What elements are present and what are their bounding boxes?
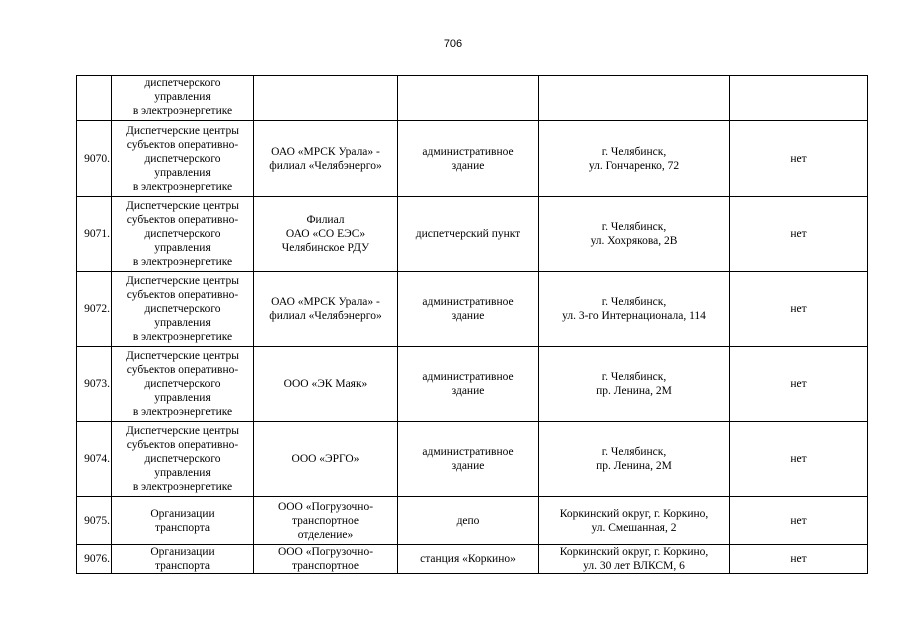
object-cell bbox=[398, 121, 539, 197]
cell-text-line: административное bbox=[422, 296, 514, 308]
cell-text-line: диспетчерского bbox=[144, 378, 221, 390]
cell-text-line: Коркинский округ, г. Коркино, bbox=[559, 507, 709, 520]
cell-text-line: ОАО «СО ЕЭС» bbox=[285, 228, 366, 240]
cell-text-line: в электроэнергетике bbox=[132, 180, 233, 193]
object-cell bbox=[398, 197, 539, 272]
cell-text-line: Коркинский округ, г. Коркино, bbox=[559, 546, 709, 558]
facility-type-cell bbox=[112, 422, 254, 497]
organization-cell bbox=[254, 272, 398, 347]
object-cell bbox=[398, 76, 539, 121]
cell-text-line: здание bbox=[451, 460, 485, 472]
cell-text-line: отделение» bbox=[297, 528, 354, 541]
address-cell bbox=[539, 545, 730, 574]
facility-type-cell bbox=[112, 545, 254, 574]
row-number-cell: 9072. bbox=[77, 272, 112, 347]
facility-type-cell bbox=[112, 121, 254, 197]
row-number-cell: 9075. bbox=[77, 497, 112, 545]
objects-table bbox=[76, 75, 868, 574]
cell-text-line: субъектов оперативно- bbox=[126, 214, 239, 226]
cell-text-line: ООО «Погрузочно- bbox=[277, 546, 374, 558]
cell-text-line: депо bbox=[456, 514, 480, 527]
cell-text-line: управления bbox=[154, 317, 211, 329]
address-cell bbox=[539, 76, 730, 121]
flag-cell: нет bbox=[730, 347, 868, 422]
cell-text-line: управления bbox=[154, 91, 211, 103]
cell-text-line: ул. 3-го Интернационала, 114 bbox=[562, 310, 706, 322]
cell-text-line: пр. Ленина, 2М bbox=[596, 460, 672, 472]
table-row bbox=[77, 545, 868, 574]
cell-text-line: г. Челябинск, bbox=[601, 221, 667, 233]
facility-type-cell bbox=[112, 272, 254, 347]
cell-text-line: диспетчерского bbox=[144, 453, 221, 465]
object-cell bbox=[398, 272, 539, 347]
cell-text-line: ООО «ЭК Маяк» bbox=[283, 378, 368, 390]
cell-text-line: филиал «Челябэнерго» bbox=[269, 310, 382, 322]
cell-text-line: Организации bbox=[150, 546, 215, 558]
row-number-cell: 9076. bbox=[77, 545, 112, 574]
cell-text-line: Диспетчерские центры bbox=[126, 124, 239, 137]
cell-text-line: в электроэнергетике bbox=[132, 331, 233, 343]
organization-cell bbox=[254, 422, 398, 497]
address-cell bbox=[539, 422, 730, 497]
cell-text-line: субъектов оперативно- bbox=[126, 364, 239, 376]
page-number: 706 bbox=[443, 38, 463, 50]
cell-text-line: здание bbox=[451, 385, 485, 397]
table-row bbox=[77, 121, 868, 197]
cell-text-line: Челябинское РДУ bbox=[281, 242, 370, 254]
cell-text-line: субъектов оперативно- bbox=[126, 289, 239, 301]
facility-type-cell bbox=[112, 197, 254, 272]
cell-text-line: транспортное bbox=[292, 514, 359, 527]
table-row bbox=[77, 347, 868, 422]
facility-type-cell bbox=[112, 76, 254, 121]
cell-text-line: ОАО «МРСК Урала» - bbox=[271, 145, 380, 158]
cell-text-line: Филиал bbox=[306, 214, 345, 226]
cell-text-line: Диспетчерские центры bbox=[126, 200, 239, 212]
cell-text-line: диспетчерского bbox=[144, 228, 221, 240]
cell-text-line: диспетчерского bbox=[144, 303, 221, 315]
cell-text-line: транспорта bbox=[154, 560, 211, 572]
cell-text-line: управления bbox=[154, 467, 211, 479]
row-number-cell: 9074. bbox=[77, 422, 112, 497]
cell-text-line: станция «Коркино» bbox=[420, 553, 516, 565]
cell-text-line: административное bbox=[422, 145, 514, 158]
cell-text-line: здание bbox=[451, 159, 485, 172]
table-row bbox=[77, 272, 868, 347]
organization-cell bbox=[254, 545, 398, 574]
organization-cell bbox=[254, 121, 398, 197]
cell-text-line: управления bbox=[154, 392, 211, 404]
cell-text-line: г. Челябинск, bbox=[601, 371, 667, 383]
table-row bbox=[77, 197, 868, 272]
cell-text-line: ул. Гончаренко, 72 bbox=[588, 159, 680, 172]
table-row bbox=[77, 497, 868, 545]
address-cell bbox=[539, 121, 730, 197]
address-cell bbox=[539, 197, 730, 272]
facility-type-cell bbox=[112, 497, 254, 545]
table-body bbox=[77, 76, 868, 574]
cell-text-line: ООО «Погрузочно- bbox=[277, 500, 374, 513]
cell-text-line: ОАО «МРСК Урала» - bbox=[271, 296, 380, 308]
object-cell bbox=[398, 497, 539, 545]
cell-text-line: ООО «ЭРГО» bbox=[291, 453, 360, 465]
row-number-cell: 9073. bbox=[77, 347, 112, 422]
cell-text-line: г. Челябинск, bbox=[601, 296, 667, 308]
cell-text-line: Организации bbox=[150, 507, 215, 520]
cell-text-line: ул. Хохрякова, 2В bbox=[590, 235, 678, 247]
facility-type-cell bbox=[112, 347, 254, 422]
cell-text-line: диспетчерского bbox=[144, 152, 221, 165]
row-number-cell bbox=[77, 76, 112, 121]
flag-cell: нет bbox=[730, 545, 868, 574]
flag-cell: нет bbox=[730, 497, 868, 545]
cell-text-line: г. Челябинск, bbox=[601, 145, 667, 158]
flag-cell: нет bbox=[730, 197, 868, 272]
cell-text-line: в электроэнергетике bbox=[132, 256, 233, 268]
flag-cell bbox=[730, 76, 868, 121]
cell-text-line: управления bbox=[154, 242, 211, 254]
flag-cell: нет bbox=[730, 272, 868, 347]
cell-text-line: Диспетчерские центры bbox=[126, 350, 239, 362]
table-row bbox=[77, 76, 868, 121]
address-cell bbox=[539, 347, 730, 422]
table-row bbox=[77, 422, 868, 497]
cell-text-line: пр. Ленина, 2М bbox=[596, 385, 672, 397]
cell-text-line: г. Челябинск, bbox=[601, 446, 667, 458]
cell-text-line: ул. 30 лет ВЛКСМ, 6 bbox=[583, 560, 685, 572]
organization-cell bbox=[254, 197, 398, 272]
cell-text-line: здание bbox=[451, 310, 485, 322]
cell-text-line: диспетчерский пункт bbox=[415, 228, 521, 240]
cell-text-line: диспетчерского bbox=[144, 77, 221, 89]
cell-text-line: субъектов оперативно- bbox=[126, 138, 239, 151]
cell-text-line: административное bbox=[422, 446, 514, 458]
flag-cell: нет bbox=[730, 121, 868, 197]
flag-cell: нет bbox=[730, 422, 868, 497]
cell-text-line: транспорта bbox=[154, 521, 211, 534]
object-cell bbox=[398, 545, 539, 574]
object-cell bbox=[398, 347, 539, 422]
object-cell bbox=[398, 422, 539, 497]
cell-text-line: субъектов оперативно- bbox=[126, 439, 239, 451]
cell-text-line: в электроэнергетике bbox=[132, 105, 233, 117]
cell-text-line: филиал «Челябэнерго» bbox=[269, 159, 382, 172]
cell-text-line: транспортное bbox=[292, 560, 359, 572]
address-cell bbox=[539, 497, 730, 545]
cell-text-line: в электроэнергетике bbox=[132, 481, 233, 493]
row-number-cell: 9070. bbox=[77, 121, 112, 197]
organization-cell bbox=[254, 497, 398, 545]
cell-text-line: Диспетчерские центры bbox=[126, 275, 239, 287]
row-number-cell: 9071. bbox=[77, 197, 112, 272]
cell-text-line: Диспетчерские центры bbox=[126, 425, 239, 437]
cell-text-line: управления bbox=[154, 166, 211, 179]
address-cell bbox=[539, 272, 730, 347]
cell-text-line: административное bbox=[422, 371, 514, 383]
organization-cell bbox=[254, 347, 398, 422]
cell-text-line: в электроэнергетике bbox=[132, 406, 233, 418]
cell-text-line: ул. Смешанная, 2 bbox=[591, 521, 677, 534]
organization-cell bbox=[254, 76, 398, 121]
